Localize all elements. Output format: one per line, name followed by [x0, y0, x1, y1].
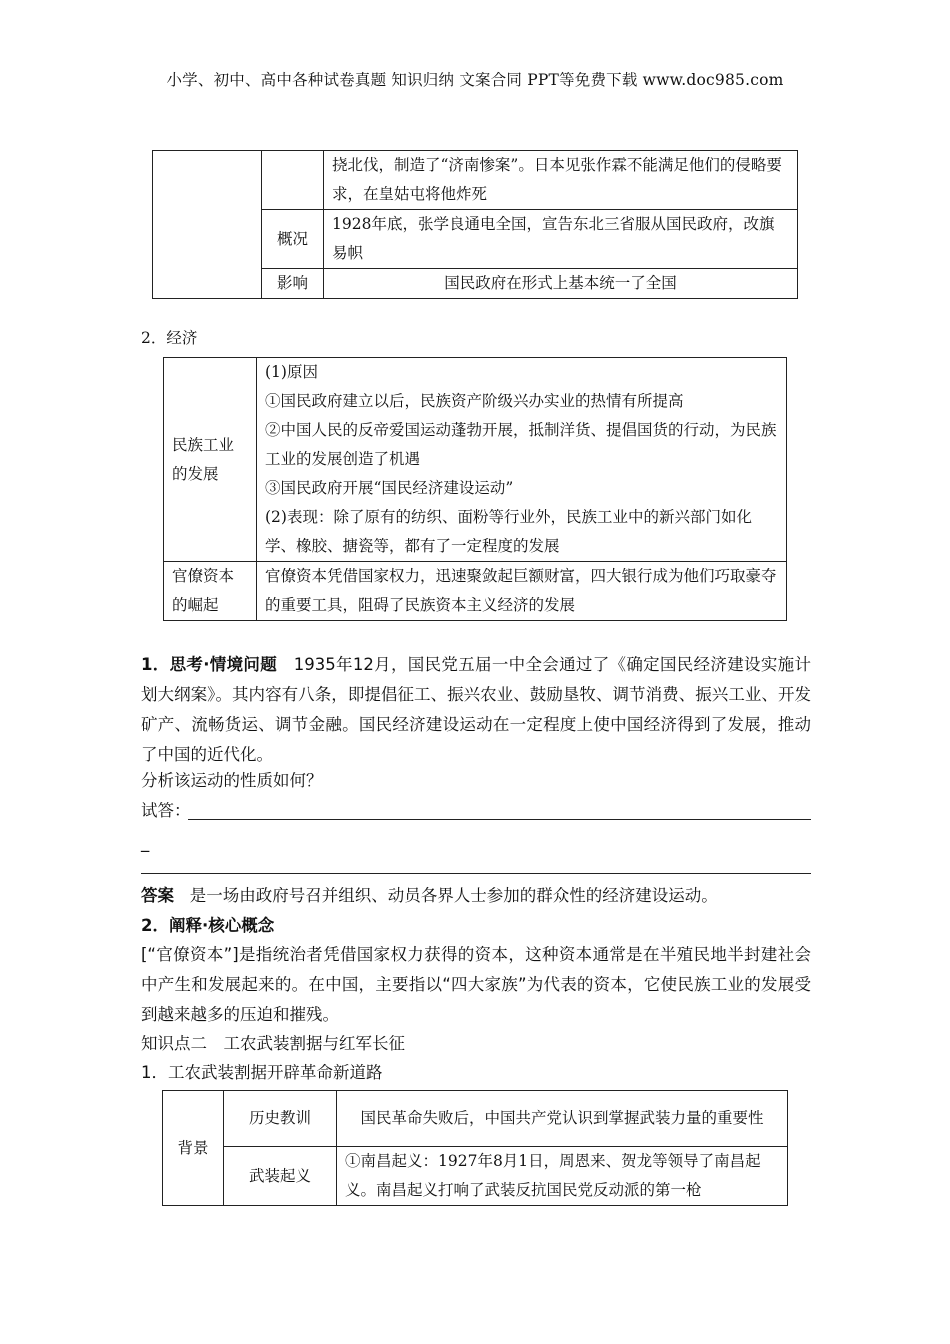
table2-row2-label: 官僚资本的崛起: [164, 562, 257, 621]
knowledge-point-heading: 知识点二 工农武装割据与红军长征: [141, 1034, 405, 1053]
table1-row2-text: 1928年底，张学良通电全国，宣告东北三省服从国民政府，改旗易帜: [324, 210, 798, 269]
table3-row2-text: ①南昌起义：1927年8月1日，周恩来、贺龙等领导了南昌起义。南昌起义打响了武装反抗国民党反动派的第一枪: [337, 1147, 788, 1206]
question1-paragraph: [141, 650, 811, 770]
unification-table: [152, 150, 798, 299]
question1-body: 1935年12月，国民党五届一中全会通过了《确定国民经济建设实施计划大纲案》。其内容有八条，即提倡征工、振兴农业、鼓励垦牧、调节消费、振兴工业、开发矿产、流畅货运、调节金融。国民经济建设运动在一定程度上使中国经济得到了发展，推动了中国的近代化。: [141, 655, 811, 764]
answer-line-1[interactable]: [188, 819, 811, 820]
table1-row2-label: 概况: [262, 210, 324, 269]
table3-group-label: 背景: [163, 1091, 224, 1206]
answer-dash: _: [141, 833, 150, 852]
answer-line-2[interactable]: [141, 873, 811, 874]
armed-struggle-table: [162, 1090, 788, 1206]
page-header: 小学、初中、高中各种试卷真题 知识归纳 文案合同 PPT等免费下载 www.doc985.com: [166, 71, 784, 89]
table1-blank-label: [262, 151, 324, 210]
table2-line: ①国民政府建立以后，民族资产阶级兴办实业的热情有所提高: [265, 392, 684, 410]
answer-paragraph: [141, 881, 811, 911]
question1-question: 分析该运动的性质如何？: [141, 771, 323, 790]
answer-text: 是一场由政府号召并组织、动员各界人士参加的群众性的经济建设运动。: [189, 886, 718, 905]
table3-row2-label: 武装起义: [224, 1147, 337, 1206]
question2-title: 2．阐释·核心概念: [141, 916, 275, 935]
economy-table: [163, 357, 787, 621]
question2-body: [“官僚资本”]是指统治者凭借国家权力获得的资本，这种资本通常是在半殖民地半封建社会中产生和发展起来的。在中国，主要指以“四大家族”为代表的资本，它使民族工业的发展受到越来越多的压迫和摧残。: [141, 945, 811, 1024]
section-armed-struggle-title: 1．工农武装割据开辟革命新道路: [141, 1063, 383, 1082]
table3-row1-label: 历史教训: [224, 1091, 337, 1147]
answer-label: 答案: [141, 886, 174, 905]
table2-line: (2)表现：除了原有的纺织、面粉等行业外，民族工业中的新兴部门如化学、橡胶、搪瓷等，都有了一定程度的发展: [265, 508, 752, 555]
table1-row3-text: 国民政府在形式上基本统一了全国: [324, 269, 798, 299]
table2-row1-content: [257, 358, 787, 562]
table2-line: (1)原因: [265, 363, 318, 381]
table2-row2-text: 官僚资本凭借国家权力，迅速聚敛起巨额财富，四大银行成为他们巧取豪夺的重要工具，阻碍了民族资本主义经济的发展: [257, 562, 787, 621]
try-answer-label: 试答：: [141, 801, 191, 820]
table2-line: ②中国人民的反帝爱国运动蓬勃开展，抵制洋货、提倡国货的行动，为民族工业的发展创造了机遇: [265, 421, 777, 468]
table1-row1-text: 挠北伐，制造了“济南惨案”。日本见张作霖不能满足他们的侵略要求，在皇姑屯将他炸死: [324, 151, 798, 210]
table2-row1-label: 民族工业的发展: [164, 358, 257, 562]
table1-row3-label: 影响: [262, 269, 324, 299]
table1-blank-cell: [153, 151, 262, 299]
question1-title: 1．思考·情境问题: [141, 655, 278, 674]
table2-line: ③国民政府开展“国民经济建设运动”: [265, 479, 514, 497]
table3-row1-text: 国民革命失败后，中国共产党认识到掌握武装力量的重要性: [337, 1091, 788, 1147]
section-economy-title: 2．经济: [141, 329, 198, 347]
